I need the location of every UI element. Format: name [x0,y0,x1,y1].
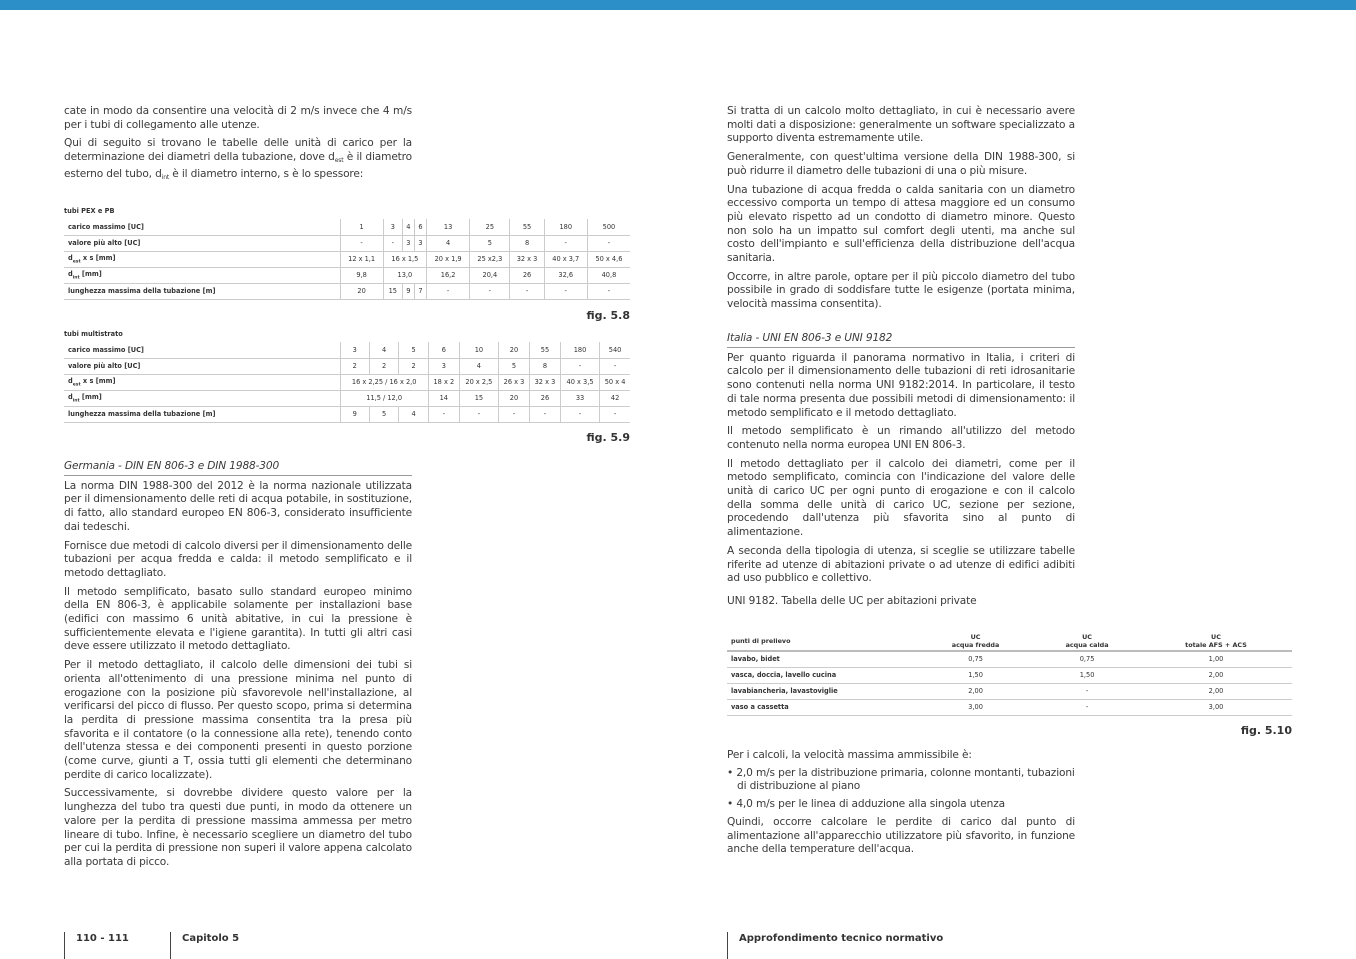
table-row [64,406,630,422]
right-bottom-section [727,749,1075,862]
paragraph: Fornisce due metodi di calcolo diversi per il dimensionamento delle tubazioni per acqua fredda e calda: il metodo semplificato e il metodo dettagliato. [64,539,412,579]
paragraph: La norma DIN 1988-300 del 2012 è la norma nazionale utilizzata per il dimensionamento delle reti di acqua potabile, in sostituzione, di fatto, allo standard europeo EN 806-3, considerato insufficiente dai tedeschi. [64,479,412,533]
row-label: carico massimo [UC] [68,345,144,354]
table-row [64,235,630,251]
table-cell: 2 [399,358,428,374]
table-cell: 4 [426,235,469,251]
table-cell: - [383,235,402,251]
table-cell: 4 [399,406,428,422]
paragraph: A seconda della tipologia di utenza, si sceglie se utilizzare tabelle riferite ad utenze di abitazioni private o ad utenze di edifici adibiti ad uso pubblico e collettivo. [727,544,1075,585]
table-row [64,374,630,390]
table-cell: 11,5 / 12,0 [340,390,428,406]
row-label: lunghezza massima della tubazione [m] [68,410,216,418]
table-cell: 20 [499,390,530,406]
table-cell: 5 [369,406,398,422]
table-cell: - [426,283,469,299]
table-cell: 16,2 [426,267,469,283]
table-cell: 2,00 [1208,687,1224,695]
table-caption: UNI 9182. Tabella delle UC per abitazioni private [727,595,977,607]
table-cell: 16 x 2,25 / 16 x 2,0 [340,374,428,390]
table-cell: 6 [414,219,426,235]
paragraph: Generalmente, con quest'ultima versione della DIN 1988-300, si può ridurre il diametro delle tubazioni di una o più misure. [727,151,1075,177]
table-row [64,390,630,406]
table-cell: - [560,358,599,374]
section-heading: Germania - DIN EN 806-3 e DIN 1988-300 [64,460,412,476]
paragraph: Per quanto riguarda il panorama normativo in Italia, i criteri di calcolo per il dimensionamento delle tubazioni di reti idrosanitarie sono contenuti nella norma UNI 9182:2014. In particolare, il testo di tale norma presenta due possibili metodi di dimensionamento: il metodo semplificato e il metodo dettagliato. [727,351,1075,419]
table-row [64,342,630,358]
table-cell: - [510,283,544,299]
table-cell: 3 [402,235,414,251]
table-cell: 26 x 3 [499,374,530,390]
table-cell: 4 [402,219,414,235]
paragraph: Il metodo semplificato, basato sullo standard europeo minimo della EN 806-3, è applicabile solamente per installazioni base (edifici con massimo 6 unità abitative, in cui la pressione è sufficientemente elevata e l'igiene garantita). In tutti gli altri casi deve essere utilizzato il metodo dettagliato. [64,585,412,653]
table-cell: 5 [499,358,530,374]
table-cell: 9,8 [340,267,383,283]
table-cell: 5 [470,235,510,251]
table-header-row [727,631,1292,651]
table-cell: 3,00 [1208,703,1224,711]
table-cell: 0,75 [968,655,983,664]
column-header: UC acqua fredda [951,632,1000,649]
figure-label: fig. 5.8 [586,309,630,322]
table-cell: 8 [529,358,560,374]
figure-label: fig. 5.10 [1240,724,1292,737]
table-cell: - [600,358,630,374]
table-cell: 10 [459,342,498,358]
row-label: valore più alto [UC] [68,239,141,247]
table-cell: 32,6 [544,267,587,283]
table-cell: 50 x 4 [600,374,630,390]
table-cell: 20 [499,342,530,358]
table-cell: 3 [414,235,426,251]
row-label: valore più alto [UC] [68,362,141,370]
section-label: Approfondimento tecnico normativo [727,932,943,959]
paragraph: Per i calcoli, la velocità massima ammissibile è: [727,749,972,761]
table-cell: 5 [399,342,428,358]
table-cell: 55 [510,219,544,235]
table-cell: - [587,283,630,299]
paragraph: Il metodo dettagliato per il calcolo dei diametri, come per il metodo semplificato, comincia con l'indicazione del valore delle unità di carico UC per ogni punto di erogazione e con il calcolo della somma delle unità di carico UC, sezione per sezione, procedendo dall'utenza più sfavorita sino al punto di alimentazione. [727,457,1075,539]
column-header: punti di prelievo [731,636,791,645]
table-cell: - [587,235,630,251]
left-intro [64,105,412,190]
table-cell: 25 [470,219,510,235]
table-cell: 3 [428,358,459,374]
table-row [64,358,630,374]
table-cell: 20,4 [470,267,510,283]
left-germany-section [64,460,412,875]
table-cell: 2 [340,358,369,374]
row-label: $d_{est}$ x s [mm] [68,376,116,388]
row-label: vasca, doccia, lavello cucina [731,671,837,679]
row-label: lavabiancheria, lavastoviglie [731,687,838,695]
table-cell: 4 [369,342,398,358]
table-cell: - [600,406,630,422]
table-cell: 50 x 4,6 [587,251,630,267]
row-label: lavabo, bidet [731,655,780,664]
table-cell: 180 [544,219,587,235]
table-cell: 40 x 3,5 [560,374,599,390]
paragraph: Si tratta di un calcolo molto dettagliato, in cui è necessario avere molti dati a disposizione: generalmente un software specializzato a supporto diventa estremamente utile. [727,105,1075,145]
section-heading: Italia - UNI EN 806-3 e UNI 9182 [727,332,1075,348]
table-cell: 40 x 3,7 [544,251,587,267]
table-cell: 32 x 3 [510,251,544,267]
table-cell: 14 [428,390,459,406]
table-cell: 9 [402,283,414,299]
figure-label: fig. 5.9 [586,431,630,444]
table-cell: 20 [340,283,383,299]
row-label: lunghezza massima della tubazione [m] [68,287,216,295]
table-cell: 7 [414,283,426,299]
table-cell: 26 [510,267,544,283]
row-label: $d_{int}$ [mm] [68,269,102,281]
bullet-item: • 2,0 m/s per la distribuzione primaria, colonne montanti, tubazioni di distribuzione al piano [727,767,1075,794]
table-cell: 3 [383,219,402,235]
table-cell: 16 x 1,5 [383,251,426,267]
table-cell: - [529,406,560,422]
column-header: UC totale AFS + ACS [1185,632,1247,649]
right-top-section [727,105,1075,317]
table-cell: 55 [529,342,560,358]
table-cell: 8 [510,235,544,251]
table-row [727,667,1292,683]
paragraph: Per il metodo dettagliato, il calcolo delle dimensioni dei tubi si orienta all'ottenimento di una pressione minima nel punto di erogazione con la posizione più sfavorevole nell'installazione, al verificarsi del picco di flusso. Per questo scopo, prima si determina la perdita di pressione massima consentita tra la presa più sfavorita e il contatore (o la connessione alla rete), tenendo conto dell'utenza stessa e dei componenti presenti in questo porzione (come curve, giunti a T, ossia tutti gli elementi che determinano perdite di carico localizzate). [64,659,412,781]
table-cell: - [1085,687,1089,695]
table-cell: 9 [340,406,369,422]
table-cell: 4 [459,358,498,374]
table-multistrato [64,330,630,423]
bullet-item: • 4,0 m/s per le linea di adduzione alla singola utenza [727,798,1075,812]
table-cell: - [459,406,498,422]
table-cell: 1,50 [1079,671,1095,679]
table-row [727,699,1292,715]
paragraph: cate in modo da consentire una velocità di 2 m/s invece che 4 m/s per i tubi di collegamento alle utenze. [64,105,412,131]
table-row [727,651,1292,667]
row-label: $d_{int}$ [mm] [68,392,102,404]
table-cell: - [544,283,587,299]
paragraph: Una tubazione di acqua fredda o calda sanitaria con un diametro eccessivo comporta un tempo di attesa maggiore ed un consumo più elevato rispetto ad un condotto di diametro minore. Questo non solo ha un impatto sul comfort degli utenti, ma anche sul costo dell'impianto e sull'efficienza della distribuzione dell'acqua sanitaria. [727,183,1075,265]
table-cell: 540 [600,342,630,358]
column-header: UC acqua calda [1065,632,1109,649]
table-row [64,251,630,267]
table-cell: - [340,235,383,251]
table-row [727,683,1292,699]
table-cell: 3 [340,342,369,358]
table-cell: 18 x 2 [428,374,459,390]
chapter-label: Capitolo 5 [170,932,239,959]
table-cell: - [560,406,599,422]
table-cell: 3,00 [968,703,983,711]
right-italy-section [727,332,1075,591]
table-cell: 15 [383,283,402,299]
table-row [64,219,630,235]
table-cell: 0,75 [1079,655,1095,664]
top-color-bar [0,0,1356,10]
paragraph: Quindi, occorre calcolare le perdite di carico dal punto di alimentazione all'apparecchio utilizzatore più sfavorito, in funzione anche della temperature dell'acqua. [727,815,1075,856]
table-title: tubi PEX e PB [64,207,115,215]
table-cell: - [428,406,459,422]
table-cell: 180 [560,342,599,358]
table-cell: 500 [587,219,630,235]
table-cell: 20 x 2,5 [459,374,498,390]
table-cell: 1,50 [968,671,983,679]
table-cell: - [544,235,587,251]
table-uc-private [727,631,1292,716]
table-cell: 40,8 [587,267,630,283]
table-cell: 1,00 [1208,655,1224,664]
table-cell: - [499,406,530,422]
table-cell: 32 x 3 [529,374,560,390]
page-numbers: 110 - 111 [64,932,129,959]
table-title: tubi multistrato [64,330,123,338]
row-label: vaso a cassetta [731,703,789,711]
table-row [64,267,630,283]
row-label: $d_{est}$ x s [mm] [68,253,116,265]
table-cell: 6 [428,342,459,358]
table-cell: 12 x 1,1 [340,251,383,267]
row-label: carico massimo [UC] [68,222,144,231]
table-cell: 26 [529,390,560,406]
table-cell: 2,00 [968,687,983,695]
table-cell: 33 [560,390,599,406]
paragraph: Qui di seguito si trovano le tabelle delle unità di carico per la determinazione dei diametri della tubazione, dove $d_{est}$ è il diametro esterno del tubo, $d_{int}$ è il diametro interno, s è lo spessore: [64,137,412,181]
table-cell: 15 [459,390,498,406]
table-cell: 2,00 [1208,671,1224,679]
table-cell: 13,0 [383,267,426,283]
paragraph: Il metodo semplificato è un rimando all'utilizzo del metodo contenuto nella norma europea UNI EN 806-3. [727,425,1075,451]
table-cell: 2 [369,358,398,374]
table-cell: 1 [340,219,383,235]
paragraph: Occorre, in altre parole, optare per il più piccolo diametro del tubo possibile in grado di soddisfare tutte le esigenze (portata minima, velocità massima consentita). [727,270,1075,311]
table-cell: 13 [426,219,469,235]
table-pex-pb [64,207,630,300]
table-row [64,283,630,299]
table-cell: 20 x 1,9 [426,251,469,267]
table-cell: - [470,283,510,299]
table-cell: 25 x2,3 [470,251,510,267]
table-cell: - [1085,703,1089,711]
paragraph: Successivamente, si dovrebbe dividere questo valore per la lunghezza del tubo tra questi due punti, in modo da ottenere un valore per la perdita di pressione massima ammessa per metro lineare di tubo. Infine, è necessario scegliere un diametro del tubo per cui la perdita di pressione non superi il valore appena calcolato alla portata di picco. [64,787,412,868]
table-cell: 42 [600,390,630,406]
